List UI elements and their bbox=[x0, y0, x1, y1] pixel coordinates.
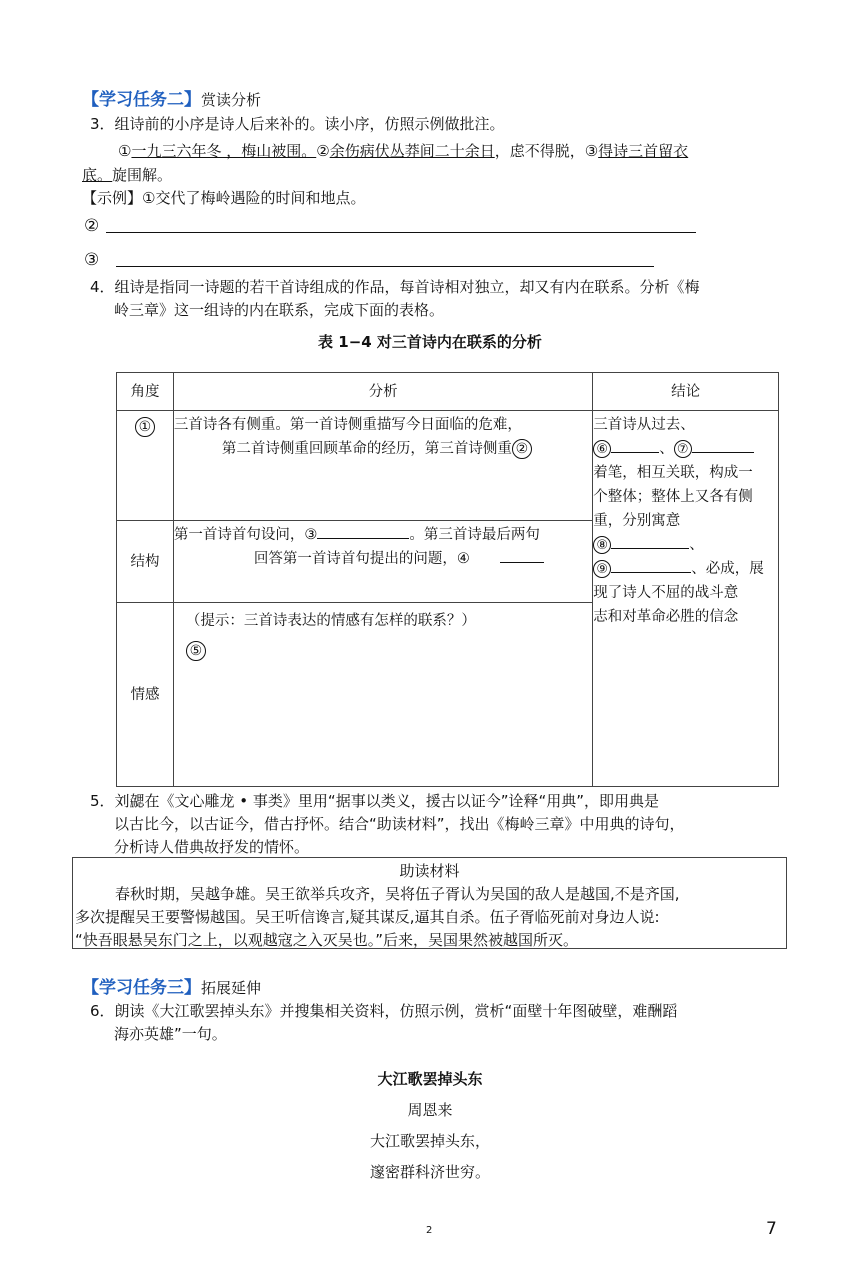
q3-answer-3-line[interactable] bbox=[116, 266, 654, 267]
conclusion-sep: 、 bbox=[659, 441, 674, 457]
header-angle: 角度 bbox=[117, 373, 174, 411]
row2-text1a: 第一首诗首句设问，③ bbox=[173, 527, 318, 543]
q5-line1: 5．刘勰在《文心雕龙 • 事类》里用“据事以类义，援古以证今”诠释“用典”，即用典是 bbox=[90, 792, 660, 810]
task3-subtitle: 拓展延伸 bbox=[201, 979, 262, 997]
preface-sentence-1: 一九三六年冬 ，梅山被围。 bbox=[131, 142, 317, 160]
footer-page-number: 7 bbox=[766, 1219, 777, 1239]
conclusion-blank-9[interactable]: ⑨ bbox=[593, 560, 611, 578]
q3-example: 【示例】①交代了梅岭遇险的时间和地点。 bbox=[82, 189, 366, 207]
task3-title: 【学习任务三】 bbox=[82, 978, 201, 998]
task2-subtitle: 赏读分析 bbox=[201, 91, 262, 109]
row3-analysis-cell bbox=[173, 603, 592, 787]
header-conclusion: 结论 bbox=[593, 373, 779, 411]
poem-title: 大江歌罢掉头东 bbox=[377, 1070, 483, 1088]
row3-hint: （提示：三首诗表达的情感有怎样的联系？） bbox=[185, 613, 476, 629]
blank-9-line[interactable] bbox=[611, 558, 691, 573]
conclusion-l9: 志和对革命必胜的信念 bbox=[593, 609, 739, 625]
q3-answer-3-label: ③ bbox=[84, 250, 100, 270]
preface-middle: ，虑不得脱，③ bbox=[494, 142, 599, 160]
conclusion-l1: 三首诗从过去、 bbox=[593, 417, 695, 433]
row1-text2: 第二首诗侧重回顾革命的经历，第三首诗侧重 bbox=[221, 441, 512, 457]
conclusion-l8: 现了诗人不屈的战斗意 bbox=[593, 585, 739, 601]
conclusion-cell bbox=[593, 411, 779, 787]
preface-tail: 旋围解。 bbox=[112, 166, 173, 184]
conclusion-blank-7[interactable]: ⑦ bbox=[674, 440, 692, 458]
analysis-table bbox=[116, 372, 779, 787]
poem-author: 周恩来 bbox=[407, 1101, 453, 1119]
preface-marker-2: ② bbox=[316, 142, 330, 160]
preface-sentence-2: 余伤病伏丛莽间二十余日 bbox=[329, 142, 495, 160]
reading-material-line2: 多次提醒吴王要警惕越国。吴王听信谗言,疑其谋反,逼其自杀。伍子胥临死前对身边人说: bbox=[75, 908, 660, 926]
poem-line1: 大江歌罢掉头东， bbox=[369, 1132, 490, 1150]
reading-material-line3: “快吾眼悬吴东门之上，以观越寇之入灭吴也。”后来，吴国果然被越国所灭。 bbox=[75, 931, 579, 949]
row1-blank-2[interactable]: ② bbox=[512, 439, 532, 459]
table-row-focus bbox=[117, 411, 779, 521]
preface-marker-1: ① bbox=[118, 142, 132, 160]
reading-material-line1: 春秋时期，吴越争雄。吴王欲举兵攻齐，吴将伍子胥认为吴国的敌人是越国,不是齐国, bbox=[115, 885, 680, 903]
row2-analysis-cell bbox=[173, 521, 592, 603]
q3-preface-line2 bbox=[82, 164, 172, 185]
reading-material-title: 助读材料 bbox=[399, 862, 460, 880]
row3-blank-wrap bbox=[186, 639, 592, 663]
conclusion-l7-text: 、必成，展 bbox=[691, 561, 764, 577]
q4-line2: 岭三章》这一组诗的内在联系，完成下面的表格。 bbox=[114, 301, 445, 319]
blank-8-line[interactable] bbox=[611, 534, 689, 549]
row1-text1: 三首诗各有侧重。第一首诗侧重描写今日面临的危难， bbox=[173, 417, 522, 433]
task3-heading bbox=[82, 973, 261, 998]
row1-angle-cell bbox=[117, 411, 174, 521]
blank-7-line[interactable] bbox=[692, 438, 754, 453]
conclusion-l7 bbox=[593, 557, 778, 581]
poem-line2: 邃密群科济世穷。 bbox=[369, 1163, 490, 1181]
conclusion-sep2: 、 bbox=[689, 537, 704, 553]
q3-question: 3．组诗前的小序是诗人后来补的。读小序，仿照示例做批注。 bbox=[90, 115, 505, 133]
row1-angle-blank[interactable]: ① bbox=[135, 417, 155, 437]
table-title: 表 1−4 对三首诗内在联系的分析 bbox=[318, 333, 542, 351]
row2-text1b: 。第三首诗最后两句 bbox=[409, 527, 540, 543]
row2-blank-3-line[interactable] bbox=[317, 524, 409, 539]
q3-answer-2-label: ② bbox=[84, 216, 100, 236]
conclusion-blank-8[interactable]: ⑧ bbox=[593, 536, 611, 554]
table-header-row bbox=[117, 373, 779, 411]
blank-6-line[interactable] bbox=[611, 438, 659, 453]
q5-line3: 分析诗人借典故抒发的情怀。 bbox=[114, 838, 310, 856]
row2-line1 bbox=[174, 523, 592, 547]
row1-analysis-cell bbox=[173, 411, 592, 521]
q4-line1: 4．组诗是指同一诗题的若干首诗组成的作品，每首诗相对独立，却又有内在联系。分析《梅 bbox=[90, 278, 700, 296]
q3-preface-line1 bbox=[118, 140, 688, 161]
row1-text2-wrap bbox=[174, 437, 592, 461]
row2-angle: 结构 bbox=[117, 521, 174, 603]
task2-heading bbox=[82, 85, 261, 110]
q6-line1: 6．朗读《大江歌罢掉头东》并搜集相关资料，仿照示例，赏析“面壁十年图破壁，难酬蹈 bbox=[90, 1002, 678, 1020]
conclusion-l3: 着笔，相互关联，构成一 bbox=[593, 465, 753, 481]
conclusion-l4: 个整体；整体上又各有侧 bbox=[593, 489, 753, 505]
conclusion-blank-6[interactable]: ⑥ bbox=[593, 440, 611, 458]
row2-blank-4-line[interactable] bbox=[500, 548, 544, 563]
reading-material-box bbox=[72, 857, 787, 949]
row2-line2 bbox=[174, 547, 592, 571]
preface-sentence-3b: 底。 bbox=[82, 166, 113, 184]
q6-line2: 海亦英雄”一句。 bbox=[114, 1025, 227, 1043]
footer-page-small: 2 bbox=[426, 1225, 433, 1236]
row3-blank-5[interactable]: ⑤ bbox=[186, 641, 206, 661]
task2-title: 【学习任务二】 bbox=[82, 90, 201, 110]
conclusion-l5: 重，分别寓意 bbox=[593, 513, 681, 529]
row2-text2: 回答第一首诗首句提出的问题，④ bbox=[253, 551, 470, 567]
preface-sentence-3a: 得诗三首留衣 bbox=[598, 142, 689, 160]
row3-angle: 情感 bbox=[117, 603, 174, 787]
conclusion-l6 bbox=[593, 533, 778, 557]
header-analysis: 分析 bbox=[173, 373, 592, 411]
q3-answer-2-line[interactable] bbox=[106, 232, 696, 233]
q5-line2: 以古比今，以古证今，借古抒怀。结合“助读材料”，找出《梅岭三章》中用典的诗句， bbox=[114, 815, 685, 833]
conclusion-l2 bbox=[593, 437, 778, 461]
